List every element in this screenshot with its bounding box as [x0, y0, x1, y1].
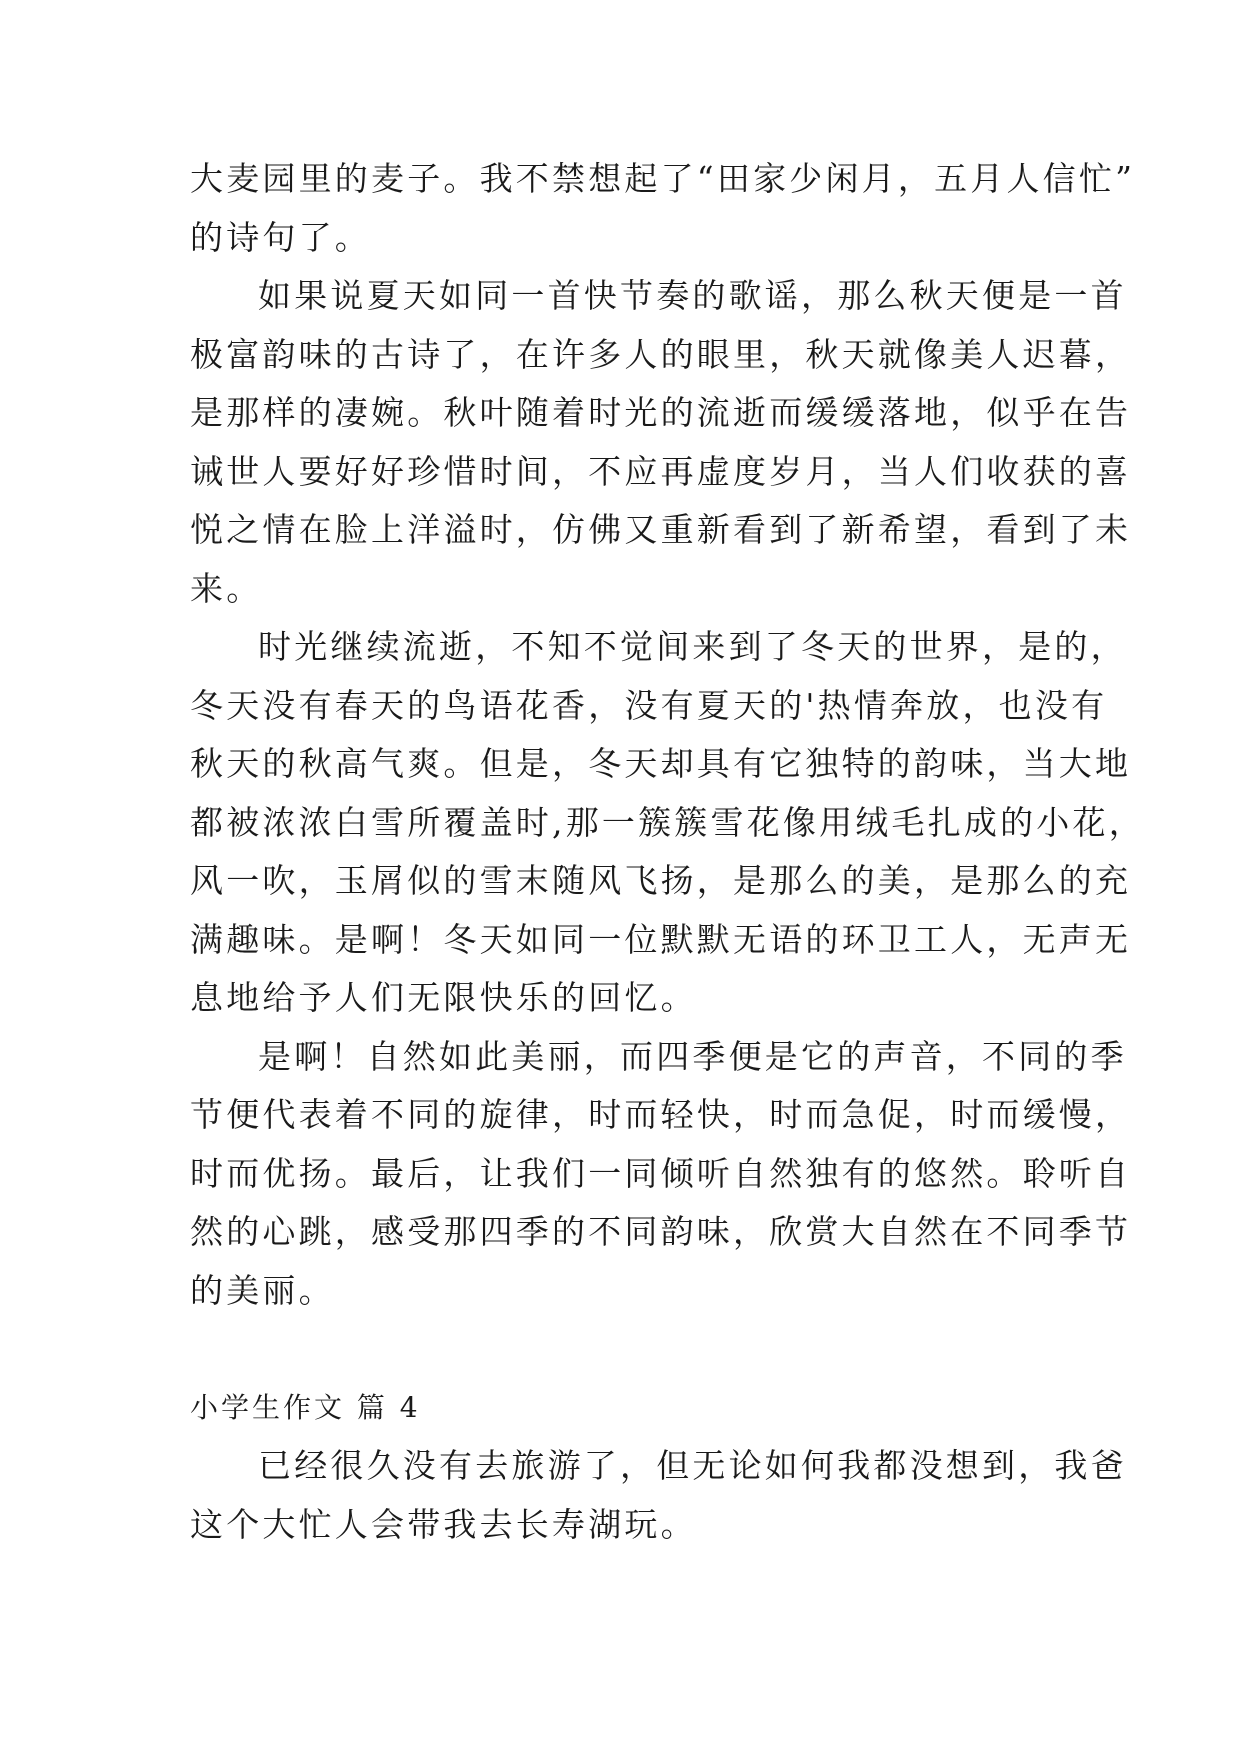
paragraph-3	[190, 618, 1145, 1028]
text-line: 时光继续流逝，不知不觉间来到了冬天的世界，是的，	[258, 627, 1127, 666]
paragraph-2	[190, 267, 1132, 618]
section-heading: 小学生作文 篇 4	[190, 1390, 421, 1424]
text-line: 来。	[190, 568, 263, 608]
text-line: 的美丽。	[190, 1270, 335, 1310]
text-line: 诫世人要好好珍惜时间，不应再虚度岁月，当人们收获的喜	[190, 451, 1132, 491]
text-line: 满趣味。是啊！冬天如同一位默默无语的环卫工人，无声无	[190, 919, 1132, 959]
text-line: 大麦园里的麦子。我不禁想起了“田家少闲月，五月人信忙”	[190, 159, 1136, 198]
paragraph-4	[190, 1028, 1132, 1321]
text-line: 的诗句了。	[190, 217, 371, 257]
text-line: 是啊！自然如此美丽，而四季便是它的声音，不同的季	[258, 1036, 1127, 1076]
text-line: 节便代表着不同的旋律，时而轻快，时而急促，时而缓慢，	[190, 1095, 1132, 1134]
text-line: 悦之情在脸上洋溢时，仿佛又重新看到了新希望，看到了未	[190, 510, 1132, 549]
text-line: 息地给予人们无限快乐的回忆。	[190, 978, 697, 1017]
text-line: 如果说夏天如同一首快节奏的歌谣，那么秋天便是一首	[258, 276, 1127, 315]
text-line: 然的心跳，感受那四季的不同韵味，欣赏大自然在不同季节	[190, 1212, 1132, 1251]
text-line: 这个大忙人会带我去长寿湖玩。	[190, 1504, 697, 1544]
paragraph-5	[190, 1437, 1127, 1554]
text-line: 都被浓浓白雪所覆盖时,那一簇簇雪花像用绒毛扎成的小花，	[190, 802, 1145, 842]
document-page	[190, 150, 1145, 1554]
text-line: 已经很久没有去旅游了，但无论如何我都没想到，我爸	[258, 1446, 1127, 1485]
text-line: 风一吹，玉屑似的雪末随风飞扬，是那么的美，是那么的充	[190, 861, 1132, 900]
text-line: 冬天没有春天的鸟语花香，没有夏天的'热情奔放，也没有	[190, 685, 1108, 725]
text-line: 极富韵味的古诗了，在许多人的眼里，秋天就像美人迟暮，	[190, 334, 1132, 374]
text-line: 时而优扬。最后，让我们一同倾听自然独有的悠然。聆听自	[190, 1153, 1132, 1193]
text-line: 是那样的凄婉。秋叶随着时光的流逝而缓缓落地，似乎在告	[190, 393, 1132, 432]
section-spacer	[190, 1320, 1070, 1379]
text-line: 秋天的秋高气爽。但是，冬天却具有它独特的韵味，当大地	[190, 744, 1132, 783]
paragraph-1	[190, 150, 1136, 267]
